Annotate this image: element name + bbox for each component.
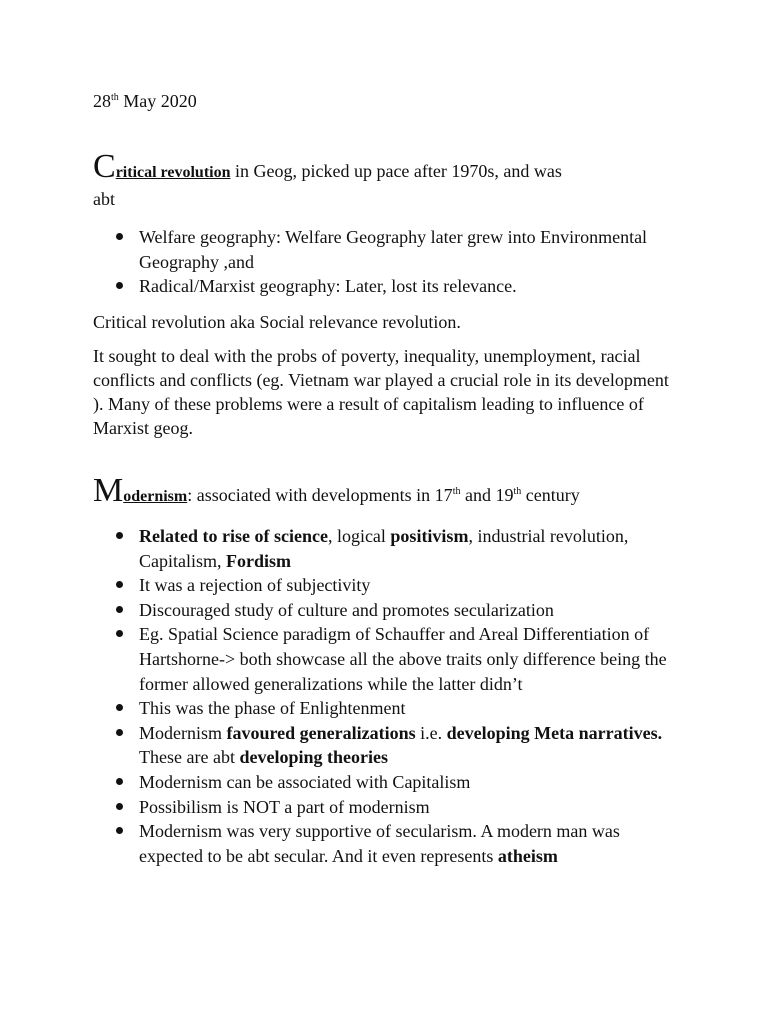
bullet-icon: [116, 233, 123, 240]
critical-revolution-heading: [93, 150, 683, 211]
bullet-icon: [116, 630, 123, 637]
heading-text: in Geog, picked up pace after 1970s, and was: [230, 161, 562, 181]
list-item: [93, 696, 673, 721]
bold-text: favoured generalizations: [226, 722, 416, 743]
heading-text: : associated with developments in 17: [187, 485, 453, 505]
heading-text: and 19: [460, 485, 514, 505]
list-item: [93, 795, 673, 820]
list-item-text: Eg. Spatial Science paradigm of Schauffer and Areal Differentiation of Hartshorne-> both showcase all the above traits only difference being the former allowed generalizations while the latter didn’t: [139, 624, 667, 694]
bold-text: Fordism: [226, 550, 291, 571]
list-item-text: , logical: [327, 526, 391, 546]
bullet-icon: [116, 827, 123, 834]
list-item-text: i.e.: [415, 722, 447, 743]
list-item-text: Discouraged study of culture and promotes secularization: [139, 599, 554, 620]
list-item: [93, 524, 673, 573]
list-item: [93, 622, 673, 696]
bold-text: positivism: [390, 526, 469, 546]
paragraph-problems: It sought to deal with the probs of poverty, inequality, unemployment, racial conflicts and conflicts (eg. Vietnam war played a crucial role in its development ). Many of these problems were a result of capitalism leading to influence of Marxist geog.: [93, 346, 669, 438]
list-item-text: This was the phase of Enlightenment: [139, 698, 406, 719]
list-item-text: Welfare geography: Welfare Geography later grew into Environmental Geography ,and: [139, 227, 648, 272]
heading-keyword: ritical revolution: [115, 164, 231, 181]
superscript: th: [452, 486, 461, 497]
paragraph-aka: Critical revolution aka Social relevance revolution.: [93, 312, 461, 332]
heading-initial: C: [93, 148, 116, 185]
date-day: 28: [93, 91, 111, 111]
date-suffix: th: [111, 92, 119, 103]
list-item-text: Radical/Marxist geography: Later, lost its relevance.: [139, 276, 517, 296]
list-item-text: These are abt: [139, 747, 240, 768]
bullet-icon: [116, 778, 123, 785]
list-item-text: Modernism was very supportive of secularism. A modern man was expected to be abt secular. And it even represents: [139, 821, 620, 866]
list-item: [93, 721, 673, 770]
list-item: [93, 573, 673, 598]
list-item-text: , industrial revolution, Capitalism,: [139, 526, 629, 571]
heading-initial: M: [93, 472, 124, 509]
heading-keyword: odernism: [123, 488, 188, 505]
bullet-icon: [116, 606, 123, 613]
superscript: th: [513, 486, 522, 497]
list-item-text: It was a rejection of subjectivity: [139, 575, 371, 596]
bullet-icon: [116, 581, 123, 588]
list-item-text: Modernism: [139, 722, 227, 743]
bullet-icon: [116, 282, 123, 289]
bold-text: Related to rise of science: [139, 526, 328, 546]
list-item: [93, 274, 673, 299]
list-item: [93, 225, 673, 274]
list-item-text: Possibilism is NOT a part of modernism: [139, 796, 430, 817]
heading-continuation: abt: [93, 189, 115, 209]
list-item: [93, 598, 673, 623]
bold-text: atheism: [497, 845, 558, 866]
heading-text: century: [521, 485, 580, 505]
modernism-list: [93, 524, 673, 868]
list-item: [93, 819, 673, 868]
list-item: [93, 770, 673, 795]
critical-revolution-list: [93, 225, 673, 299]
bullet-icon: [116, 729, 123, 736]
bullet-icon: [116, 803, 123, 810]
list-item-text: Modernism can be associated with Capitalism: [139, 771, 471, 792]
date-line: [93, 89, 197, 113]
bold-text: developing Meta narratives.: [446, 722, 663, 743]
bold-text: developing theories: [239, 747, 388, 768]
modernism-heading: [93, 474, 683, 509]
bullet-icon: [116, 704, 123, 711]
bullet-icon: [116, 532, 123, 539]
date-rest: May 2020: [123, 91, 197, 111]
